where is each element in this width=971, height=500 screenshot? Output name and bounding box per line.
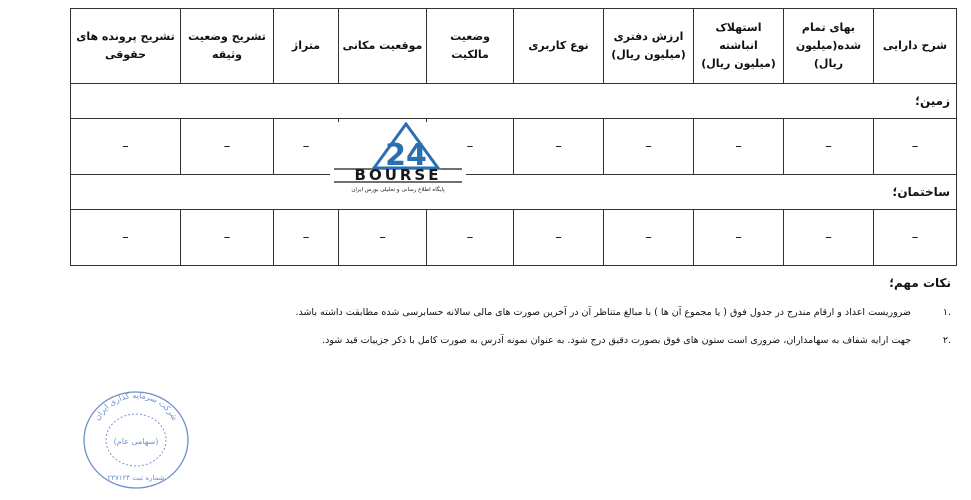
section-row-building <box>71 175 957 210</box>
table-cell: – <box>784 210 874 266</box>
table-cell: – <box>874 119 957 175</box>
seal-number-text: شماره ثبت ۲۲۷۱۲۴ <box>107 474 165 482</box>
header-depreciation: استهلاک انباشته (میلیون ریال) <box>694 9 784 84</box>
header-book-value: ارزش دفتری (میلیون ریال) <box>604 9 694 84</box>
table-cell: – <box>694 210 784 266</box>
seal-center-text: (سهامی عام) <box>113 437 159 446</box>
table-cell: – <box>604 119 694 175</box>
note-text: ضروریست اعداد و ارقام مندرج در جدول فوق ( یا مجموع آن ها ) با مبالغ متناظر آن در آخرین صورت های مالی سالانه حسابرسی شده مطابقت داشته باشد. <box>295 307 911 318</box>
notes-title: نکات مهم؛ <box>889 276 951 290</box>
header-area: متراژ <box>274 9 339 84</box>
assets-table <box>70 8 957 266</box>
table-cell: – <box>181 210 274 266</box>
header-asset-description: شرح دارایی <box>874 9 957 84</box>
logo-tagline: پایگاه اطلاع رسانی و تحلیلی بورس ایران <box>351 187 445 193</box>
header-cost: بهای تمام شده(میلیون ریال) <box>784 9 874 84</box>
note-number: .۱ <box>942 307 951 318</box>
section-row-land <box>71 84 957 119</box>
table-row <box>71 210 957 266</box>
table-cell: – <box>181 119 274 175</box>
header-collateral: تشریح وضعیت وثیقه <box>181 9 274 84</box>
logo-number: 24 <box>385 138 427 173</box>
header-location: موقعیت مکانی <box>339 9 427 84</box>
table-cell: – <box>274 210 339 266</box>
table-cell: – <box>784 119 874 175</box>
company-seal-stamp <box>80 388 192 492</box>
bourse24-logo-icon <box>330 122 466 196</box>
seal-icon <box>80 388 192 492</box>
note-text: جهت ارایه شفاف به سهامداران، ضروری است ستون های فوق بصورت دقیق درج شود. به عنوان نمونه آدرس به صورت کامل با ذکر جزییات قید شود. <box>322 335 911 346</box>
table-cell: – <box>427 119 514 175</box>
logo-brand: BOURSE <box>354 166 442 184</box>
table-cell: – <box>694 119 784 175</box>
table-cell: – <box>874 210 957 266</box>
table-cell: – <box>71 119 181 175</box>
note-number: .۲ <box>942 335 951 346</box>
header-ownership: وضعیت مالکیت <box>427 9 514 84</box>
list-item <box>191 334 951 348</box>
bourse24-watermark-logo <box>330 122 466 196</box>
seal-outer-text: شرکت سرمایه گذاری ایران <box>92 390 180 422</box>
table-cell: – <box>514 210 604 266</box>
table-cell: – <box>514 119 604 175</box>
header-usage-type: نوع کاربری <box>514 9 604 84</box>
table-cell: – <box>604 210 694 266</box>
section-label-building: ساختمان؛ <box>71 175 957 210</box>
section-label-land: زمین؛ <box>71 84 957 119</box>
header-legal-cases: تشریح پرونده های حقوقی <box>71 9 181 84</box>
important-notes <box>191 276 951 362</box>
table-header-row <box>71 9 957 84</box>
table-cell: – <box>427 210 514 266</box>
svg-text:شرکت سرمایه گذاری ایران <box>92 391 179 423</box>
table-row <box>71 119 957 175</box>
table-cell: – <box>71 210 181 266</box>
table-cell: – <box>339 210 427 266</box>
table-cell: – <box>274 119 339 175</box>
list-item <box>191 306 951 320</box>
